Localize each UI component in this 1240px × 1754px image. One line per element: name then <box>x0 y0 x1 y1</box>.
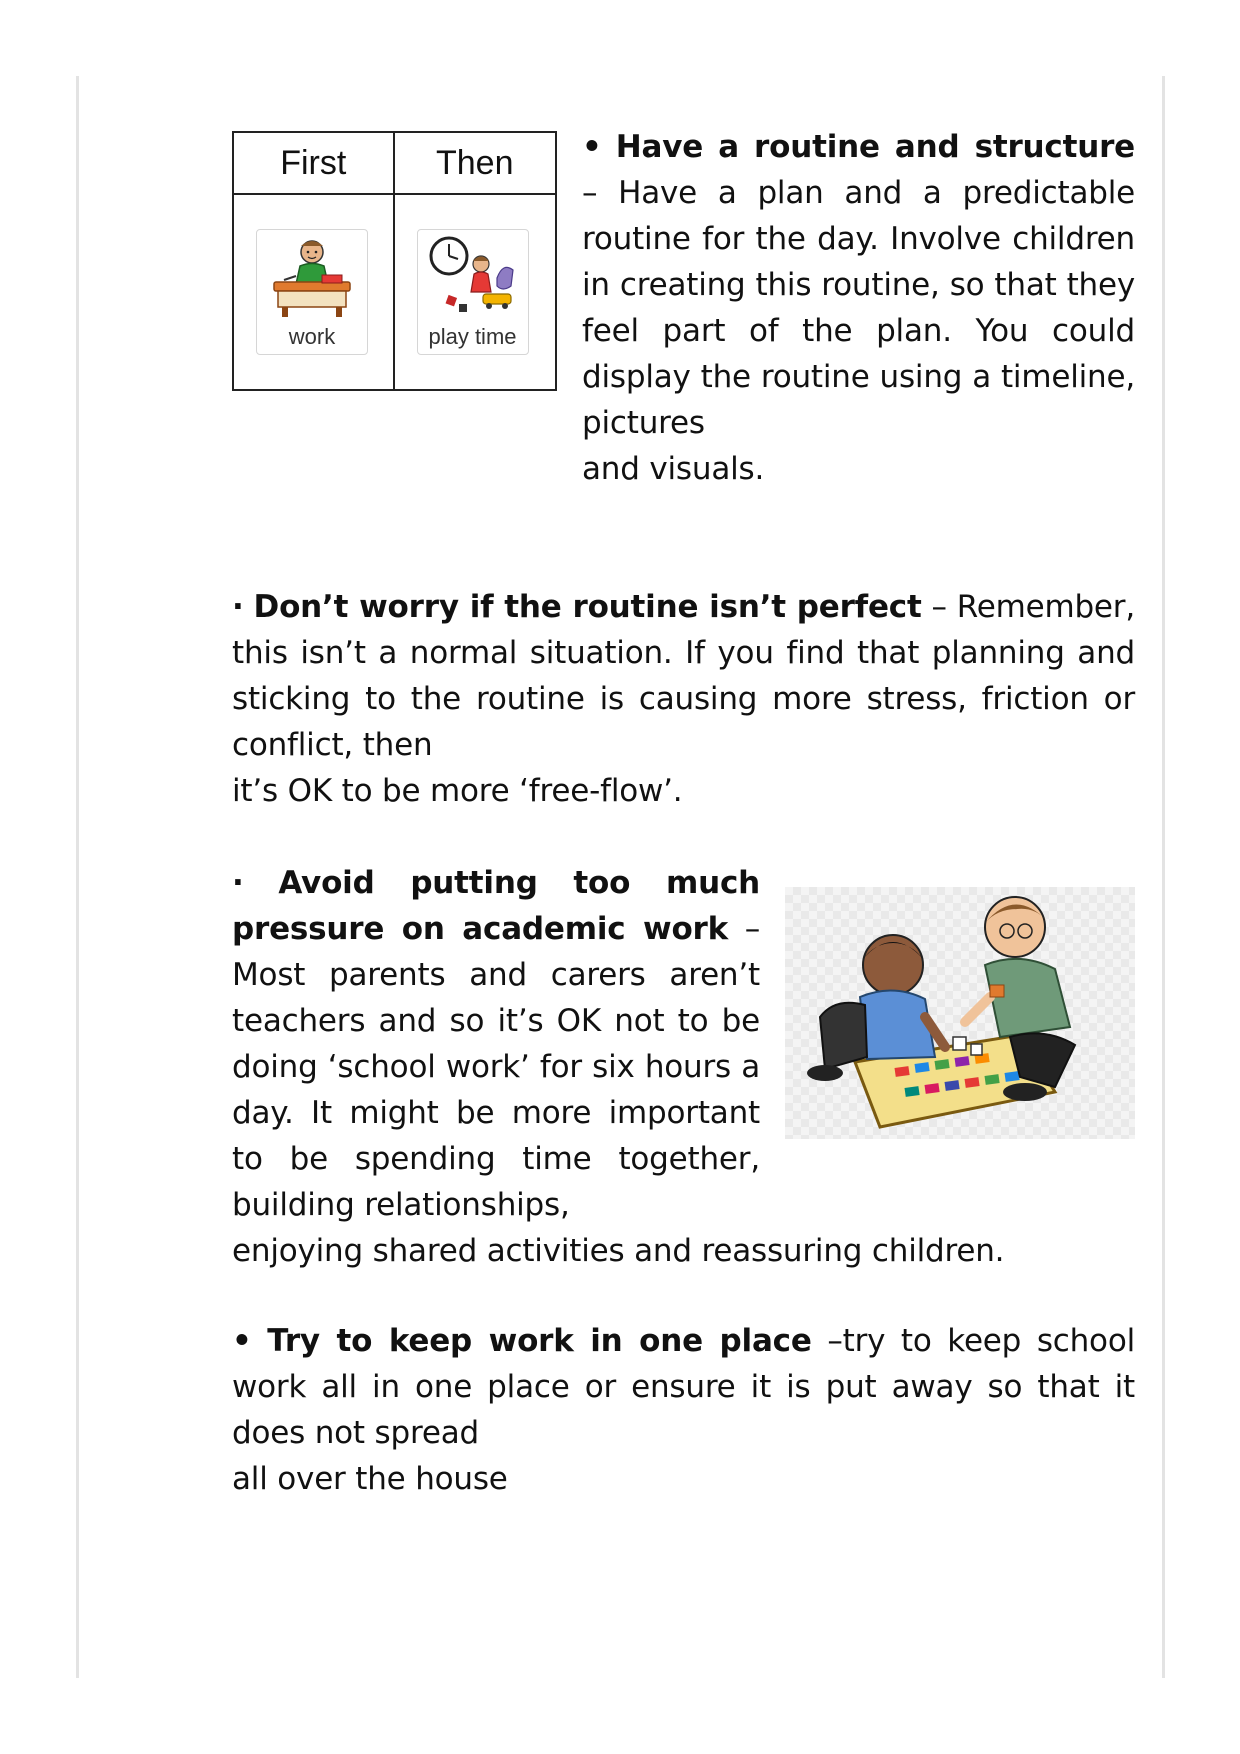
tip-body: – Have a plan and a predictable routine for the day. Involve children in creating this routine, so that they feel part of the plan. You could display the routine using a timeline, pictures <box>582 175 1135 441</box>
bullet: • <box>582 129 602 165</box>
board-then-cell <box>395 195 556 389</box>
tip-body-end: it’s OK to be more ‘free-flow’. <box>232 773 683 809</box>
bullet: • <box>232 1323 252 1359</box>
tip-work-one-place <box>232 1318 1135 1502</box>
tip-body-end: and visuals. <box>582 451 765 487</box>
bullet: · <box>232 865 244 901</box>
child-at-desk-icon <box>262 234 362 324</box>
board-first-cell <box>234 195 395 389</box>
first-then-board <box>232 131 557 391</box>
tip-heading: Have a routine and structure <box>615 129 1135 165</box>
board-first-header: First <box>234 133 395 195</box>
tip-heading: Try to keep work in one place <box>267 1323 812 1359</box>
play-time-symbol-card <box>417 229 529 355</box>
tip-body: – Most parents and carers aren’t teachers and so it’s OK not to be doing ‘school work’ for six hours a day. It might be more important to be spending time together, building relationships, <box>232 911 760 1223</box>
tip-academic-pressure <box>232 860 1005 1274</box>
work-symbol-label: work <box>288 324 336 349</box>
tip-heading: Don’t worry if the routine isn’t perfect <box>253 589 922 625</box>
page-margin-line-left <box>76 76 79 1678</box>
tip-routine-structure <box>582 124 1135 492</box>
play-time-symbol-label: play time <box>428 324 517 349</box>
page-margin-line-right <box>1162 76 1165 1678</box>
bullet: · <box>232 589 244 625</box>
tip-body: –try to keep school work all in one place or ensure it is put away so that it does not spread <box>232 1323 1136 1451</box>
tip-body-end: all over the house <box>232 1461 508 1497</box>
children-playing-board-game-icon <box>785 887 1135 1139</box>
tip-body: – Remember, this isn’t a normal situation. If you find that planning and sticking to the routine is causing more stress, friction or conflict, then <box>232 589 1136 763</box>
tip-body-end: enjoying shared activities and reassuring children. <box>232 1233 1005 1269</box>
tip-routine-not-perfect <box>232 584 1135 814</box>
children-board-game-illustration <box>785 887 1135 1139</box>
board-then-header: Then <box>395 133 556 195</box>
clock-and-toys-icon <box>423 234 523 324</box>
work-symbol-card <box>256 229 368 355</box>
tip-heading: Avoid putting too much pressure on academic work <box>232 865 760 947</box>
